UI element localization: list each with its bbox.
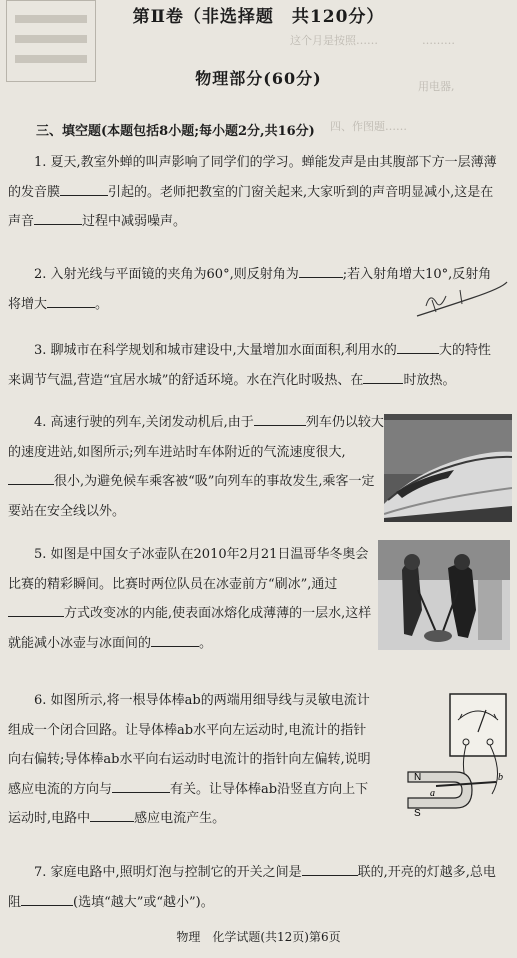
answer-blank[interactable] [299, 263, 343, 278]
answer-blank[interactable] [47, 293, 95, 308]
question-text: 引起的。老师把教室的门窗关起来,大家听到的声音明显减小,这是在声音 [8, 184, 494, 229]
bleed-through-text: 这个月是按照…… ……… [290, 34, 455, 47]
curling-photo [378, 540, 510, 650]
section-heading: 三、填空题(本题包括8小题;每小题2分,共16分) [36, 124, 315, 139]
question-text: 2. 入射光线与平面镜的夹角为60°,则反射角为 [34, 267, 299, 282]
question-text: 很小,为避免候车乘客被“吸”向列车的事故发生,乘客一定要站在安全线以外。 [8, 474, 375, 519]
answer-blank[interactable] [34, 210, 82, 225]
question-text: 。 [95, 296, 109, 312]
rod-end-a-label: a [430, 788, 435, 799]
answer-blank[interactable] [302, 861, 358, 876]
answer-blank[interactable] [151, 632, 199, 647]
question-text: 联的,开亮的灯越多,总电阻 [8, 865, 496, 910]
bleed-through-text: 用电器, [418, 80, 455, 93]
question-text: 6. 如图所示,将一根导体棒ab的两端用细导线与灵敏电流计组成一个闭合回路。让导体棒ab水平向左运动时,电流计的指针向右偏转;导体棒ab水平向右运动时电流计的指针向左偏转,说明感应电流的方向与 [8, 693, 371, 797]
answer-blank[interactable] [363, 369, 403, 384]
answer-blank[interactable] [397, 339, 439, 354]
question-text: 。 [199, 635, 213, 651]
answer-blank[interactable] [90, 807, 134, 822]
question-7 [8, 858, 500, 917]
question-text: 3. 聊城市在科学规划和城市建设中,大量增加水面面积,利用水的 [34, 343, 397, 358]
answer-blank[interactable] [254, 411, 306, 426]
question-text: 7. 家庭电路中,照明灯泡与控制它的开关之间是 [34, 865, 302, 880]
answer-blank[interactable] [60, 181, 108, 196]
answer-blank[interactable] [21, 891, 73, 906]
question-4 [8, 408, 384, 526]
subject-title: 物理部分(60分) [195, 69, 322, 88]
answer-blank[interactable] [8, 470, 54, 485]
induction-diagram [400, 690, 512, 818]
question-text: 时放热。 [403, 372, 456, 388]
question-text: ;若入射角增大10°,反射角将增大 [8, 267, 492, 312]
question-text: 列车仍以较大的速度进站,如图所示;列车进站时车体附近的气流速度很大, [8, 415, 384, 460]
question-text: 5. 如图是中国女子冰壶队在2010年2月21日温哥华冬奥会比赛的精彩瞬间。比赛时两位队员在冰壶前方“刷冰”,通过 [8, 547, 369, 592]
question-3 [8, 336, 500, 395]
answer-blank[interactable] [8, 602, 64, 617]
paper-section-title: 第Ⅱ卷（非选择题 共120分） [132, 7, 385, 27]
question-text: 感应电流产生。 [134, 811, 226, 826]
question-text: 大的特性来调节气温,营造“宜居水城”的舒适环境。水在汽化时吸热、在 [8, 343, 491, 388]
question-6 [8, 686, 378, 834]
question-text: 1. 夏天,教室外蝉的叫声影响了同学们的学习。蝉能发声是由其腹部下方一层薄薄的发音膜 [8, 155, 497, 200]
question-1 [8, 148, 500, 237]
handwritten-scribble [412, 276, 512, 322]
bleed-through-text: 四、作图题…… [330, 120, 407, 133]
question-text: 方式改变冰的内能,使表面冰熔化成薄薄的一层水,这样就能减小冰壶与冰面间的 [8, 606, 372, 651]
question-5 [8, 540, 378, 658]
train-photo [384, 414, 512, 522]
magnet-north-label: N [414, 772, 422, 783]
magnet-south-label: S [414, 808, 421, 818]
answer-blank[interactable] [112, 778, 170, 793]
question-text: 过程中减弱噪声。 [82, 214, 187, 229]
question-text: 4. 高速行驶的列车,关闭发动机后,由于 [34, 415, 254, 430]
question-text: 有关。让导体棒ab沿竖直方向上下运动时,电路中 [8, 781, 369, 826]
rod-end-b-label: b [498, 772, 503, 783]
question-text: (选填“越大”或“越小”)。 [73, 894, 214, 910]
page-footer: 物理 化学试题(共12页)第6页 [176, 930, 341, 944]
